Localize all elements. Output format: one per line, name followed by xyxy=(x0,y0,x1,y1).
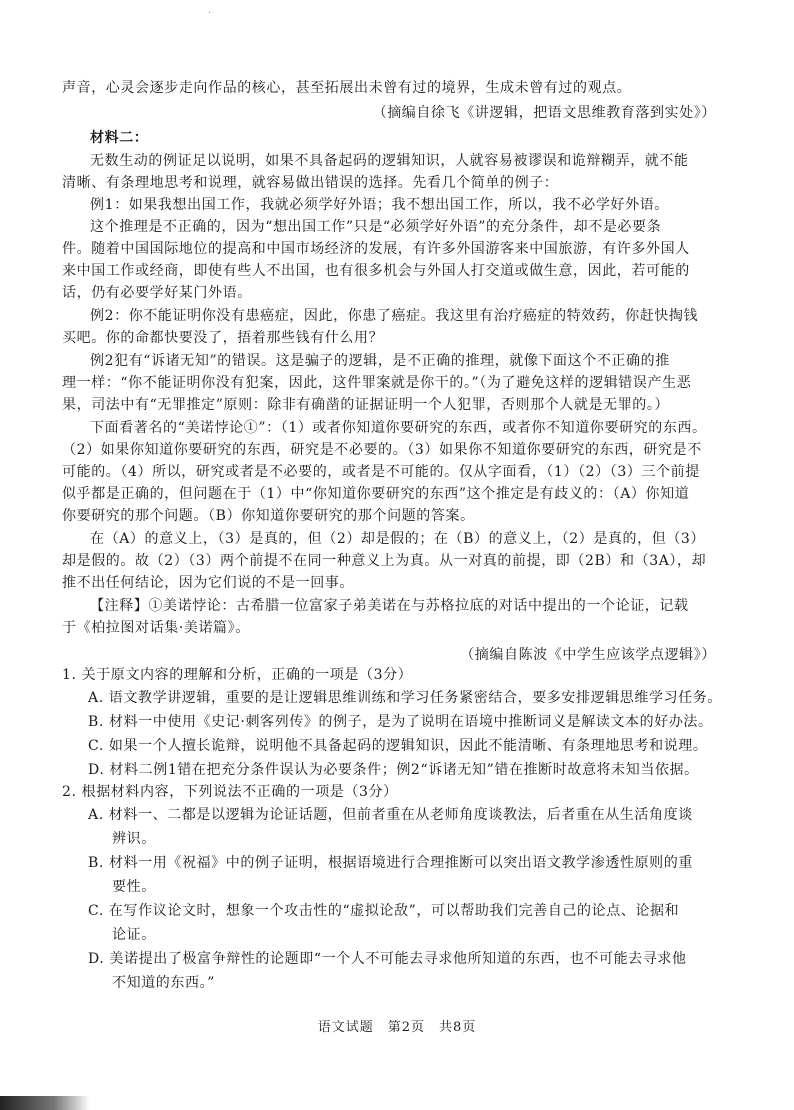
footnote: 【注释】①美诺悖论：古希腊一位富家子弟美诺在与苏格拉底的对话中提出的一个论证，记载 xyxy=(90,598,689,614)
text-line: 话，仍有必要学好某门外语。 xyxy=(62,285,252,301)
footnote: 于《柏拉图对话集·美诺篇》。 xyxy=(62,620,250,636)
text-line: 声音，心灵会逐步走向作品的核心，甚至拓展出未曾有过的境界，生成未曾有过的观点。 xyxy=(62,80,632,96)
text-line: 清晰、有条理地思考和说理，就容易做出错误的选择。先看几个简单的例子： xyxy=(62,175,559,191)
question-1-option-b: B. 材料一中使用《史记·刺客列传》的例子，是为了说明在语境中推断词义是解读文本的好办法。 xyxy=(88,714,713,730)
text-line: 似乎都是正确的，但问题在于（1）中“你知道你要研究的东西”这个推定是有歧义的：（A）你知道 xyxy=(62,486,690,502)
text-line: 例1：如果我想出国工作，我就必须学好外语；我不想出国工作，所以，我不必学好外语。 xyxy=(90,197,669,213)
question-2-stem: 2. 根据材料内容，下列说法不正确的一项是（3分） xyxy=(62,784,398,800)
question-2-option-c: C. 在写作议论文时，想象一个攻击性的“虚拟论敌”，可以帮助我们完善自己的论点、论据和 xyxy=(88,903,680,919)
section-heading: 材料二： xyxy=(90,130,149,146)
text-line: 理一样：“你不能证明你没有犯案，因此，这件罪案就是你干的。”（为了避免这样的逻辑错误产生恶 xyxy=(62,375,692,391)
question-1-option-c: C. 如果一个人擅长诡辩，说明他不具备起码的逻辑知识，因此不能清晰、有条理地思考和说理。 xyxy=(88,738,708,754)
text-line: 买吧。你的命都快要没了，捂着那些钱有什么用？ xyxy=(62,330,384,346)
text-line: 果，司法中有“无罪推定”原则：除非有确凿的证据证明一个人犯罪，否则那个人就是无罪的。） xyxy=(62,397,670,413)
text-line: 无数生动的例证足以说明，如果不具备起码的逻辑知识，人就容易被谬误和诡辩糊弄，就不能 xyxy=(90,153,689,169)
question-2-option-b-cont: 要性。 xyxy=(112,879,156,895)
text-line: 例2：你不能证明你没有患癌症，因此，你患了癌症。我这里有治疗癌症的特效药，你赶快掏钱 xyxy=(90,308,699,324)
text-line: 来中国工作或经商，即使有些人不出国，也有很多机会与外国人打交道或做生意，因此，若可能的 xyxy=(62,263,690,279)
scan-mark: · xyxy=(208,8,212,19)
question-2-option-a: A. 材料一、二都是以逻辑为论证话题，但前者重在从老师角度谈教法，后者重在从生活角度谈 xyxy=(88,807,693,823)
text-line: 件。随着中国国际地位的提高和中国市场经济的发展，有许多外国游客来中国旅游，有许多外国人 xyxy=(62,241,690,257)
question-2-option-a-cont: 辨识。 xyxy=(112,831,156,847)
question-1-option-a: A. 语文教学讲逻辑，重要的是让逻辑思维训练和学习任务紧密结合，要多安排逻辑思维学习任务。 xyxy=(88,690,723,706)
question-2-option-d: D. 美诺提出了极富争辩性的论题即“一个人不可能去寻求他所知道的东西，也不可能去寻求他 xyxy=(88,951,687,967)
text-line: 却是假的。故（2）（3）两个前提不在同一种意义上为真。从一对真的前提，即（2B）和（3A），却 xyxy=(62,553,707,569)
text-line: 下面看著名的“美诺悖论①”：（1）或者你知道你要研究的东西，或者你不知道你要研究的东西。 xyxy=(90,420,707,436)
text-line: 推不出任何结论，因为它们说的不是一回事。 xyxy=(62,575,354,591)
question-1-option-d: D. 材料二例1错在把充分条件误认为必要条件；例2“诉诸无知”错在推断时故意将未知当依据。 xyxy=(88,762,699,778)
text-line: （2）如果你知道你要研究的东西，研究是不必要的。（3）如果你不知道你要研究的东西，研究是不 xyxy=(62,442,702,458)
source-citation: （摘编自徐飞《讲逻辑，把语文思维教育落到实处》） xyxy=(372,105,716,121)
question-2-option-d-cont: 不知道的东西。” xyxy=(112,975,215,991)
question-1-stem: 1. 关于原文内容的理解和分析，正确的一项是（3分） xyxy=(62,667,413,683)
text-line: 这个推理是不正确的，因为“想出国工作”只是“必须学好外语”的充分条件，却不是必要条 xyxy=(90,219,662,235)
page-footer: 语文试题 第2页 共8页 xyxy=(317,1020,477,1035)
question-2-option-b: B. 材料一用《祝福》中的例子证明，根据语境进行合理推断可以突出语文教学渗透性原则的重 xyxy=(88,855,693,871)
question-2-option-c-cont: 论证。 xyxy=(112,927,156,943)
text-line: 在（A）的意义上，（3）是真的，但（2）却是假的；在（B）的意义上，（2）是真的，但（3） xyxy=(90,531,706,547)
text-line: 你要研究的那个问题。（B）你知道你要研究的那个问题的答案。 xyxy=(62,508,475,524)
text-line: 例2犯有“诉诸无知”的错误。这是骗子的逻辑，是不正确的推理，就像下面这个不正确的推 xyxy=(90,353,670,369)
text-line: 可能的。（4）所以，研究或者是不必要的，或者是不可能的。仅从字面看，（1）（2）（3）三个前提 xyxy=(62,464,700,480)
scan-smudge xyxy=(0,1096,90,1110)
source-citation: （摘编自陈波《中学生应该学点逻辑》） xyxy=(460,647,716,663)
